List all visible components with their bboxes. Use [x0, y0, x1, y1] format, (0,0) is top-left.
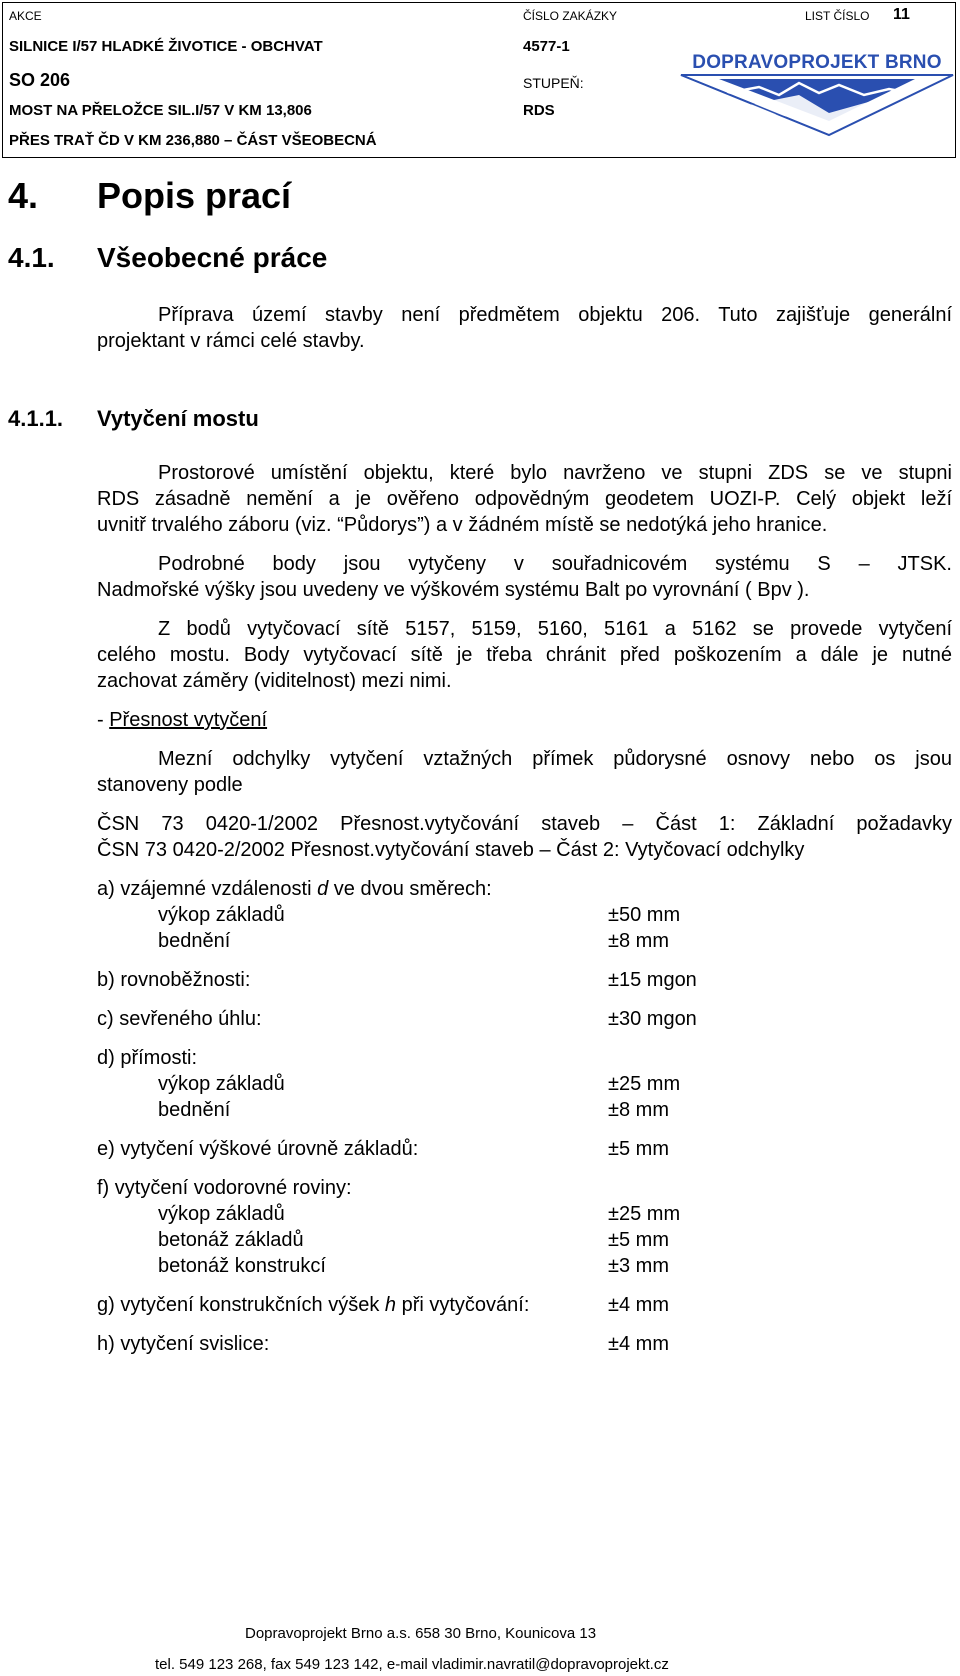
- tolerance-a2-value: ±8 mm: [608, 930, 669, 952]
- tolerance-f-label: f) vytyčení vodorovné roviny:: [97, 1177, 352, 1199]
- standard-csn-2: ČSN 73 0420-2/2002 Přesnost.vytyčování staveb – Část 2: Vytyčovací odchylky: [97, 839, 805, 861]
- paragraph-placement-line-2: RDS zásadně nemění a je ověřeno odpovědným geodetem UOZI-P. Celý objekt leží: [97, 488, 952, 510]
- tolerance-g-pre: g) vytyčení konstrukčních výšek: [97, 1294, 385, 1316]
- paragraph-placement-line-1: Prostorové umístění objektu, které bylo navrženo ve stupni ZDS se ve stupni: [158, 462, 952, 484]
- tolerance-f1-label: výkop základů: [158, 1203, 285, 1225]
- tolerance-d-label: d) přímosti:: [97, 1047, 198, 1069]
- tolerance-g-post: při vytyčování:: [396, 1294, 530, 1316]
- tolerance-e-label: e) vytyčení výškové úrovně základů:: [97, 1138, 419, 1160]
- tolerance-b-label: b) rovnoběžnosti:: [97, 969, 251, 991]
- tolerance-a-label: [97, 876, 492, 902]
- tolerance-g-value: ±4 mm: [608, 1294, 669, 1316]
- logo-text: DOPRAVOPROJEKT BRNO: [692, 52, 942, 73]
- tolerance-a-variable: d: [317, 878, 329, 900]
- tolerance-f3-label: betonáž konstrukcí: [158, 1255, 326, 1277]
- tolerance-a-pre: a) vzájemné vzdálenosti: [97, 878, 318, 900]
- road-name: SILNICE I/57 HLADKÉ ŽIVOTICE - OBCHVAT: [9, 38, 323, 55]
- tolerance-e-value: ±5 mm: [608, 1138, 669, 1160]
- paragraph-preparation-line-1: Příprava území stavby není předmětem objektu 206. Tuto zajišťuje generální: [158, 304, 952, 326]
- paragraph-network-line-2: celého mostu. Body vytyčovací sítě je třeba chránit před poškozením a dále je nutné: [97, 644, 952, 666]
- paragraph-placement-line-3: uvnitř trvalého záboru (viz. “Půdorys”) a v žádném místě se nedotýká jeho hranice.: [97, 514, 828, 536]
- section-41-title: Všeobecné práce: [97, 242, 328, 273]
- section-411-title: Vytyčení mostu: [97, 406, 259, 431]
- paragraph-deviation-line-1: Mezní odchylky vytyčení vztažných přímek půdorysné osnovy nebo os jsou: [158, 748, 952, 770]
- order-label: ČÍSLO ZAKÁZKY: [523, 9, 618, 23]
- so-number: SO 206: [9, 70, 71, 90]
- tolerance-d2-value: ±8 mm: [608, 1099, 669, 1121]
- tolerance-d2-label: bednění: [158, 1099, 231, 1121]
- logo-emblem-icon: [679, 73, 955, 137]
- accuracy-title: Přesnost vytyčení: [109, 709, 268, 731]
- footer-contact: tel. 549 123 268, fax 549 123 142, e-mail vladimir.navratil@dopravoprojekt.cz: [155, 1656, 669, 1673]
- footer-address: Dopravoprojekt Brno a.s. 658 30 Brno, Kounicova 13: [245, 1625, 597, 1642]
- accuracy-heading: [97, 707, 267, 733]
- tolerance-c-label: c) sevřeného úhlu:: [97, 1008, 262, 1030]
- section-4-title: Popis prací: [97, 175, 292, 216]
- tolerance-f3-value: ±3 mm: [608, 1255, 669, 1277]
- crossing-name: PŘES TRAŤ ČD V KM 236,880 – ČÁST VŠEOBECNÁ: [9, 132, 377, 149]
- tolerance-c-value: ±30 mgon: [608, 1008, 697, 1030]
- tolerance-a1-value: ±50 mm: [608, 904, 681, 926]
- paragraph-points-line-2: Nadmořské výšky jsou uvedeny ve výškovém systému Balt po vyrovnání ( Bpv ).: [97, 579, 810, 601]
- tolerance-f2-value: ±5 mm: [608, 1229, 669, 1251]
- tolerance-f2-label: betonáž základů: [158, 1229, 304, 1251]
- tolerance-a1-label: výkop základů: [158, 904, 285, 926]
- tolerance-b-value: ±15 mgon: [608, 969, 697, 991]
- tolerance-d1-label: výkop základů: [158, 1073, 285, 1095]
- paragraph-deviation-line-2: stanoveny podle: [97, 774, 243, 796]
- tolerance-h-label: h) vytyčení svislice:: [97, 1333, 270, 1355]
- tolerance-a2-label: bednění: [158, 930, 231, 952]
- section-41-number: 4.1.: [8, 242, 55, 273]
- section-4-number: 4.: [8, 175, 39, 216]
- stage-label: STUPEŇ:: [523, 75, 584, 91]
- sheet-label: LIST ČÍSLO: [805, 9, 870, 23]
- document-header: [2, 2, 956, 158]
- paragraph-preparation-line-2: projektant v rámci celé stavby.: [97, 330, 365, 352]
- order-number: 4577-1: [523, 38, 570, 55]
- tolerance-d1-value: ±25 mm: [608, 1073, 681, 1095]
- tolerance-g-label: [97, 1292, 529, 1318]
- paragraph-network-line-3: zachovat záměry (viditelnost) mezi nimi.: [97, 670, 452, 692]
- paragraph-points-line-1: Podrobné body jsou vytyčeny v souřadnicovém systému S – JTSK.: [158, 553, 952, 575]
- standard-csn-1: ČSN 73 0420-1/2002 Přesnost.vytyčování staveb – Část 1: Základní požadavky: [97, 813, 952, 835]
- tolerance-g-variable: h: [384, 1294, 397, 1316]
- tolerance-a-post: ve dvou směrech:: [328, 878, 492, 900]
- sheet-number: 11: [893, 6, 910, 23]
- company-logo: [679, 49, 955, 139]
- akce-label: AKCE: [9, 9, 42, 23]
- tolerance-f1-value: ±25 mm: [608, 1203, 681, 1225]
- section-411-number: 4.1.1.: [8, 406, 64, 431]
- tolerance-h-value: ±4 mm: [608, 1333, 669, 1355]
- paragraph-network-line-1: Z bodů vytyčovací sítě 5157, 5159, 5160, 5161 a 5162 se provede vytyčení: [158, 618, 952, 640]
- stage-value: RDS: [523, 102, 555, 119]
- bridge-name: MOST NA PŘELOŽCE SIL.I/57 V KM 13,806: [9, 102, 312, 119]
- accuracy-dash: -: [97, 709, 110, 731]
